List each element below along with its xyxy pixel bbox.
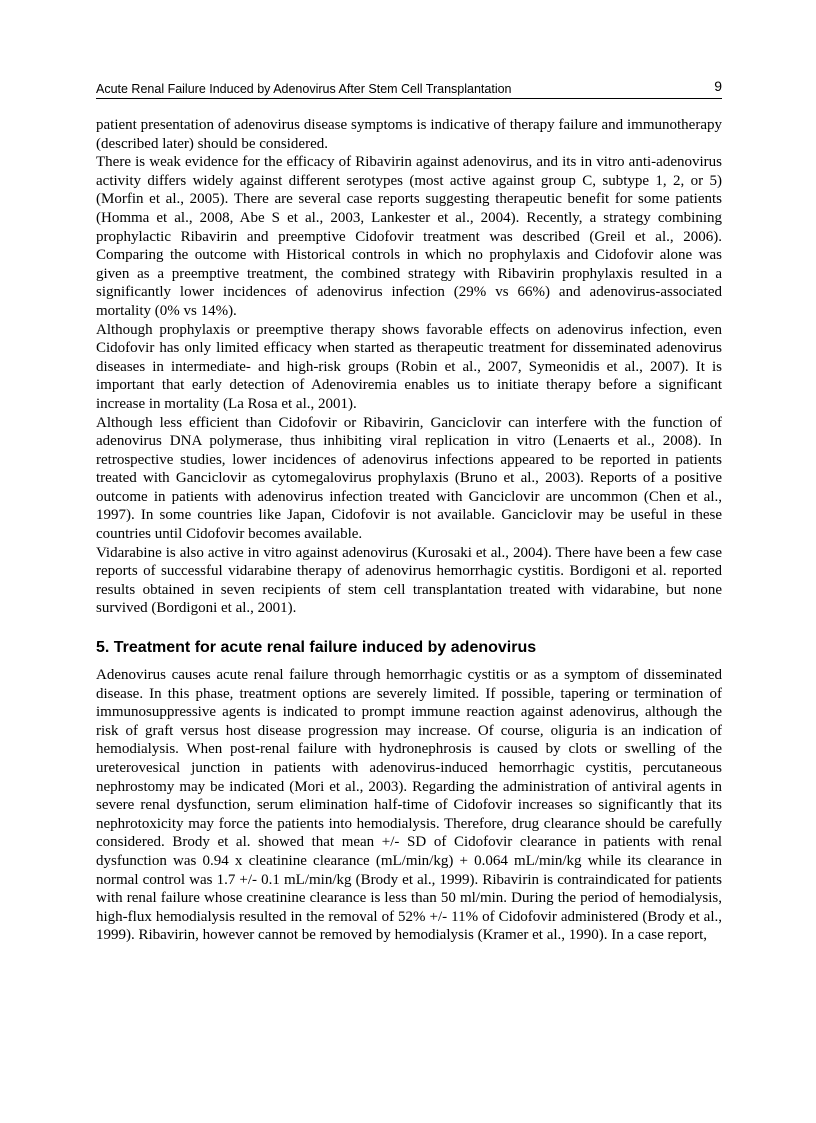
body-text-before (96, 116, 722, 618)
paragraph: Adenovirus causes acute renal failure through hemorrhagic cystitis or as a symptom of disseminated disease. In this phase, treatment options are severely limited. If possible, tapering or termination of immunosuppressive agents is indicated to prompt immune reaction against adenovirus, although the risk of graft versus host disease progression may increase. Of course, oliguria is an indication of hemodialysis. When post-renal failure with hydronephrosis is caused by clots or swelling of the ureterovesical junction in patients with adenovirus-induced hemorrhagic cystitis, percutaneous nephrostomy may be indicated (Mori et al., 2003). Regarding the administration of antiviral agents in severe renal dysfunction, serum elimination half-time of Cidofovir increases so significantly that its nephrotoxicity may force the patients into hemodialysis. Therefore, drug clearance should be carefully considered. Brody et al. showed that mean +/- SD of Cidofovir clearance in patients with renal dysfunction was 0.94 x cleatinine clearance (mL/min/kg) + 0.064 mL/min/kg while its clearance in normal control was 1.7 +/- 0.1 mL/min/kg (Brody et al., 1999). Ribavirin is contraindicated for patients with renal failure whose creatinine clearance is less than 50 ml/min. During the period of hemodialysis, high-flux hemodialysis resulted in the removal of 52% +/- 11% of Cidofovir administered (Brody et al., 1999). Ribavirin, however cannot be removed by hemodialysis (Kramer et al., 1990). In a case report, (96, 667, 722, 944)
running-header (96, 80, 722, 99)
paragraph: Vidarabine is also active in vitro against adenovirus (Kurosaki et al., 2004). There have been a few case reports of successful vidarabine therapy of adenovirus hemorrhagic cystitis. Bordigoni et al. reported results obtained in seven recipients of stem cell transplantation treated with vidarabine, but none survived (Bordigoni et al., 2001). (96, 544, 722, 617)
running-title: Acute Renal Failure Induced by Adenovirus After Stem Cell Transplantation (96, 82, 512, 96)
paragraph: patient presentation of adenovirus disease symptoms is indicative of therapy failure and immunotherapy (described later) should be considered. (96, 117, 722, 152)
page-number: 9 (714, 78, 722, 94)
paragraph: Although less efficient than Cidofovir or Ribavirin, Ganciclovir can interfere with the function of adenovirus DNA polymerase, thus inhibiting viral replication in vitro (Lenaerts et al., 2008). In retrospective studies, lower incidences of adenovirus infections appeared to be reported in patients treated with Ganciclovir as cytomegalovirus prophylaxis (Bruno et al., 2003). Reports of a positive outcome in patients with adenovirus infection treated with Ganciclovir are uncommon (Chen et al., 1997). In some countries like Japan, Cidofovir is not available. Ganciclovir may be useful in these countries until Cidofovir becomes available. (96, 414, 722, 543)
paragraph: Although prophylaxis or preemptive therapy shows favorable effects on adenovirus infection, even Cidofovir has only limited efficacy when started as therapeutic treatment for disseminated adenovirus diseases in intermediate- and high-risk groups (Robin et al., 2007, Symeonidis et al., 2007). It is important that early detection of Adenoviremia enables us to initiate therapy before a significant increase in mortality (La Rosa et al., 2001). (96, 321, 722, 412)
body-text-after (96, 666, 722, 945)
section-heading: 5. Treatment for acute renal failure induced by adenovirus (96, 639, 537, 656)
paragraph: There is weak evidence for the efficacy of Ribavirin against adenovirus, and its in vitro anti-adenovirus activity differs widely against different serotypes (most active against group C, subtype 1, 2, or 5) (Morfin et al., 2005). There are several case reports suggesting therapeutic benefit for some patients (Homma et al., 2008, Abe S et al., 2003, Lankester et al., 2004). Recently, a strategy combining prophylactic Ribavirin and preemptive Cidofovir treatment was described (Greil et al., 2006). Comparing the outcome with Historical controls in which no prophylaxis and Cidofovir alone was given as a preemptive treatment, the combined strategy with Ribavirin prophylaxis resulted in a significantly lower incidences of adenovirus infection (29% vs 66%) and adenovirus-associated mortality (0% vs 14%). (96, 154, 722, 319)
